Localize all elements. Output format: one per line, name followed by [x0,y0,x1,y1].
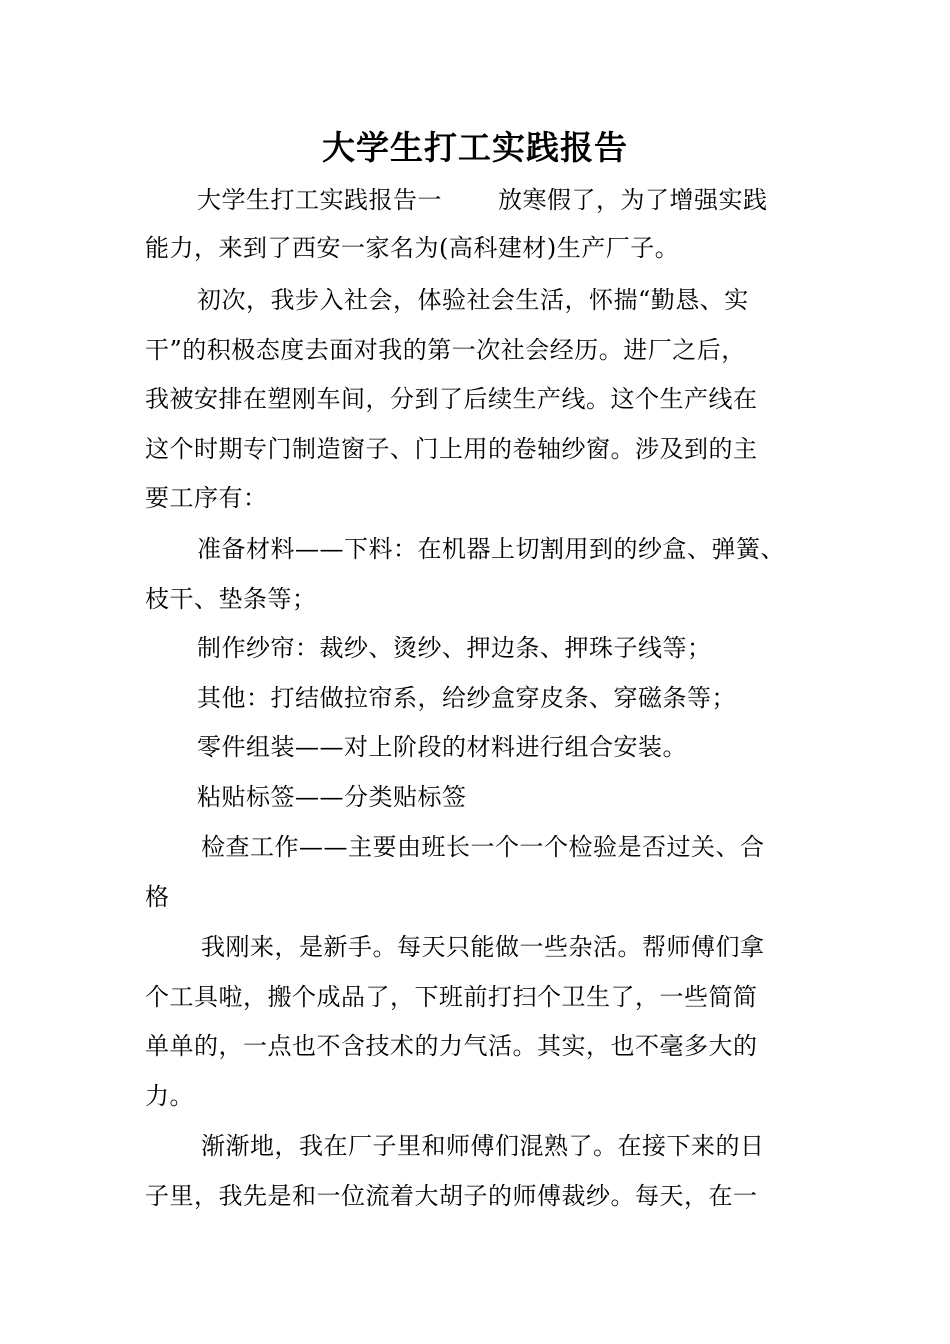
paragraph-line-part: 大学生打工实践报告一 [197,186,442,214]
paragraph-line: 格 [145,883,170,911]
paragraph-line: 这个时期专门制造窗子、门上用的卷轴纱窗。涉及到的主 [145,435,758,463]
paragraph-line: 零件组装——对上阶段的材料进行组合安装。 [197,733,687,761]
paragraph-line: 力。 [145,1082,194,1110]
paragraph-line: 初次，我步入社会，体验社会生活，怀揣“勤恳、实 [197,286,749,314]
paragraph-line: 粘贴标签——分类贴标签 [197,783,467,811]
paragraph-line: 要工序有： [145,484,268,512]
paragraph-line: 我被安排在塑刚车间，分到了后续生产线。这个生产线在 [145,385,758,413]
paragraph-line [197,182,887,218]
paragraph-line: 干”的积极态度去面对我的第一次社会经历。进厂之后， [145,336,746,364]
paragraph-line: 检查工作——主要由班长一个一个检验是否过关、合 [201,833,765,861]
paragraph-line: 枝干、垫条等； [145,585,317,613]
paragraph-line: 其他：打结做拉帘系，给纱盒穿皮条、穿磁条等； [197,684,736,712]
paragraph-line: 个工具啦，搬个成品了，下班前打扫个卫生了，一些简简 [145,983,758,1011]
paragraph-line: 渐渐地，我在厂子里和师傅们混熟了。在接下来的日 [201,1132,765,1160]
paragraph-line-part: 放寒假了，为了增强实践 [498,186,768,214]
paragraph-line: 子里，我先是和一位流着大胡子的师傅裁纱。每天，在一 [145,1182,758,1210]
paragraph-line: 制作纱帘：裁纱、烫纱、押边条、押珠子线等； [197,634,712,662]
document-title: 大学生打工实践报告 [322,128,628,167]
paragraph-line: 能力，来到了西安一家名为(高科建材)生产厂子。 [145,234,680,262]
paragraph-line: 准备材料——下料：在机器上切割用到的纱盒、弹簧、 [197,535,785,563]
paragraph-line: 我刚来，是新手。每天只能做一些杂活。帮师傅们拿 [201,933,765,961]
paragraph-line: 单单的，一点也不含技术的力气活。其实，也不毫多大的 [145,1032,758,1060]
